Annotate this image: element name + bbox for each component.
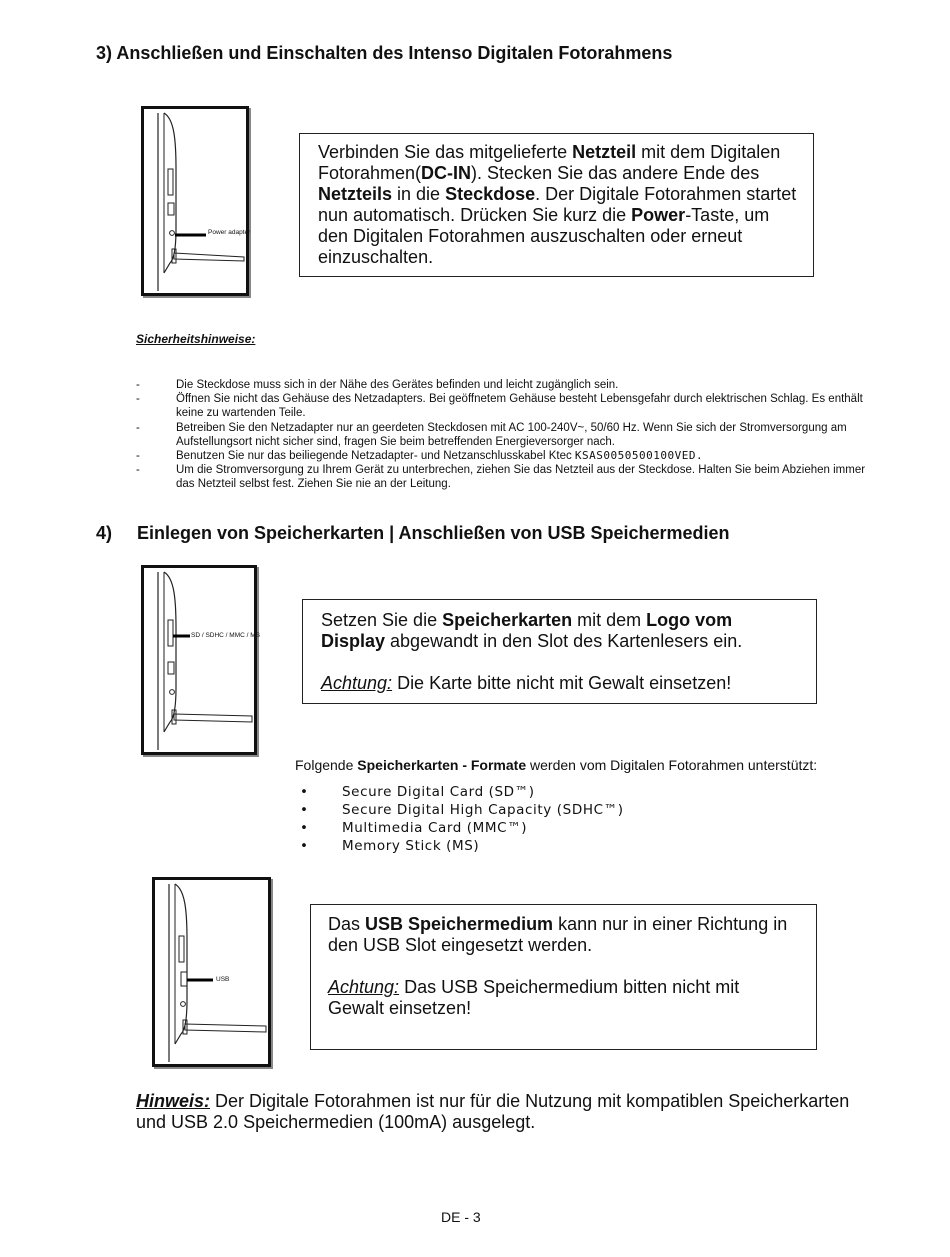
section-4-number: 4) — [96, 523, 113, 543]
power-adapter-label: Power adapter — [208, 229, 251, 236]
card-formats-list — [300, 783, 720, 855]
card-insert-text: Setzen Sie die Speicherkarten mit dem Logo vom Display abgewandt in den Slot des Kartenlesers ein. — [321, 610, 743, 651]
frame-usb-slot-illustration — [152, 877, 271, 1067]
card-insert-box — [302, 599, 817, 704]
usb-insert-text: Das USB Speichermedium kann nur in einer Richtung in den USB Slot eingesetzt werden. — [328, 914, 788, 955]
usb-slot-label: USB — [216, 976, 230, 983]
list-item: - Betreiben Sie den Netzadapter nur an geerdeten Steckdosen mit AC 100-240V~, 50/60 Hz. Wenn Sie sich der Stromversorgung am Aufstellungsort nicht sicher sind, fragen Sie beim betreffenden Energieversorger nach. — [136, 421, 847, 448]
usb-insert-box — [310, 904, 817, 1050]
safety-title: Sicherheitshinweise: — [136, 332, 256, 346]
section-3-heading: 3) Anschließen und Einschalten des Intenso Digitalen Fotorahmens — [96, 43, 673, 63]
list-item: - Öffnen Sie nicht das Gehäuse des Netzadapters. Bei geöffnetem Gehäuse besteht Lebensgefahr durch elektrischen Schlag. Es enthält keine zu wartenden Teile. — [136, 393, 863, 420]
list-item: • Memory Stick (MS) — [300, 838, 480, 854]
card-insert-warning: Achtung: Die Karte bitte nicht mit Gewalt einsetzen! — [321, 673, 732, 693]
list-item: - Die Steckdose muss sich in der Nähe des Gerätes befinden und leicht zugänglich sein. — [136, 379, 619, 391]
connect-instructions-text: Verbinden Sie das mitgelieferte Netzteil mit dem Digitalen Fotorahmen(DC-IN). Stecken Sie das andere Ende des Netzteils in die Steckdose. Der Digitale Fotorahmen startet nun automatisch. Drücken Sie kurz die Power-Taste, um den Digitalen Fotorahmen auszuschalten oder erneut einzuschalten. — [318, 142, 797, 267]
usb-insert-warning: Achtung: Das USB Speichermedium bitten nicht mit Gewalt einsetzen! — [328, 977, 740, 1018]
list-item: - Um die Stromversorgung zu Ihrem Gerät zu unterbrechen, ziehen Sie das Netzteil aus der Steckdose. Halten Sie beim Abziehen immer das Netzteil selbst fest. Ziehen Sie nie an der Leitung. — [136, 464, 866, 491]
card-slot-label: SD / SDHC / MMC / MS — [191, 632, 260, 639]
page-number: DE - 3 — [441, 1209, 481, 1225]
connect-instructions-box — [299, 133, 814, 277]
list-item: • Secure Digital Card (SD™) — [300, 784, 535, 800]
adapter-model-code: KSAS0050500100VED. — [574, 449, 704, 463]
compatibility-hint: Hinweis: Der Digitale Fotorahmen ist nur für die Nutzung mit kompatiblen Speicherkarten und USB 2.0 Speichermedien (100mA) ausgelegt. — [136, 1091, 850, 1132]
list-item: • Multimedia Card (MMC™) — [300, 820, 528, 836]
section-4-heading: Einlegen von Speicherkarten | Anschließen von USB Speichermedien — [137, 523, 730, 543]
safety-notes-list — [136, 378, 866, 492]
frame-power-adapter-illustration — [141, 106, 249, 296]
formats-intro: Folgende Speicherkarten - Formate werden vom Digitalen Fotorahmen unterstützt: — [295, 757, 818, 773]
list-item: - Benutzen Sie nur das beiliegende Netzadapter- und Netzanschlusskabel Ktec KSAS0050500100VED. — [136, 449, 704, 463]
list-item: • Secure Digital High Capacity (SDHC™) — [300, 802, 624, 818]
frame-card-slot-illustration — [141, 565, 260, 755]
